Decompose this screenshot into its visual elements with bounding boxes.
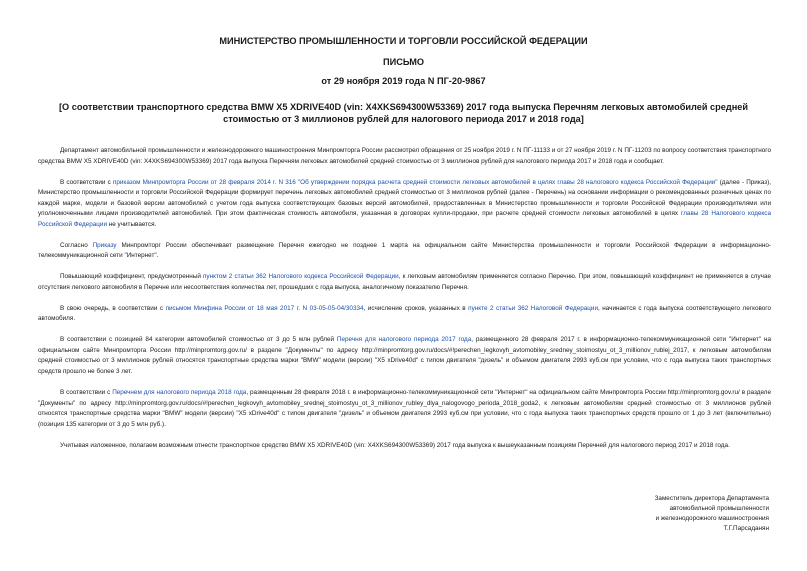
- paragraph-4: Повышающий коэффициент, предусмотренный пунктом 2 статьи 362 Налогового кодекса Российской Федерации, к легковым автомобилям применяется согласно Перечню. При этом, повышающий коэффициент не применяется в случае отсутствия легкового автомобиля в Перечне или несоответствия количества лет, прошедших с года выпуска, аналогичному показателю Перечня.: [38, 273, 771, 291]
- paragraph-2: В соответствии с приказом Минпромторга России от 28 февраля 2014 г. N 316 "Об утверждении порядка расчета средней стоимости легковых автомобилей в целях главы 28 налогового кодекса Российской Федерации" (далее - Приказ), Министерство промышленности и торговли Российской Федерации формирует перечень легковых автомобилей средней стоимостью от 3 миллионов рублей (далее - Перечень) на основании информации о рекомендованных розничных ценах по каждой марке, модели и базовой версии автомобилей с учетом года выпуска соответствующих базовых версий автомобилей, предоставленных в Министерство промышленности и торговли Российской Федерации производителями или уполномоченными лицами производителей автомобилей. При этом фактическая стоимость автомобиля, указанная в договорах купли-продажи, при расчете средней стоимости легковых автомобилей в целях главы 28 Налогового кодекса Российской Федерации не учитывается.: [38, 178, 771, 228]
- signature-title-2: автомобильной промышленности: [669, 505, 769, 513]
- signature-block: [599, 494, 769, 534]
- paragraph-6: В соответствии с позицией 84 категории автомобилей стоимостью от 3 до 5 млн рублей Перечня для налогового периода 2017 года, размещенного 28 февраля 2017 г. в информационно-телекоммуникационной сети "Интернет" на официальном сайте Минпромторга России http://minpromtorg.gov.ru/ в разделе "Документы" по адресу http://minpromtorg.gov.ru/docs/#!perechen_legkovyh_avtomobiley_sredney_stoimostyu_ot_3_millionov_rublej_2017, к легковым автомобилям средней стоимостью от 3 миллионов рублей относятся транспортные средства марки "BMW" модели (версии) "X5 xDrive40d" с типом двигателя "дизель" и объемом двигателя 2993 куб.см при условии, что с года выпуска таких транспортных средств прошло не более 3 лет.: [38, 336, 772, 375]
- paragraph-8: Учитывая изложенное, полагаем возможным отнести транспортное средство BMW X5 XDRIVE40D (vin: X4XKS694300W53369) 2017 года выпуска к вышеуказанным позициям Перечней для налогового период 2017 и 2018 года.: [60, 441, 730, 449]
- link-order-316[interactable]: приказом Минпромторга России от 28 февраля 2014 г. N 316 "Об утверждении порядка расчета средней стоимости легковых автомобилей в целях главы 28 налогового кодекса Российской Федерации": [112, 178, 718, 186]
- link-art362-p2[interactable]: пункте 2 статьи 362 Налоговой Федерации: [468, 304, 599, 312]
- signature-title-3: и железнодорожного машиностроения: [655, 515, 769, 523]
- document-type: ПИСЬМО: [382, 57, 425, 67]
- paragraph-3: Согласно Приказу Минпромторг России обеспечивает размещение Перечня ежегодно не позднее 1 марта на официальном сайте Министерства промышленности и торговли Российской Федерации в информационно-телекоммуникационной сети "Интернет".: [38, 241, 771, 260]
- paragraph-7: В соответствии с Перечнем для налогового периода 2018 года, размещенным 28 февраля 2018 г. в информационно-телекоммуникационной сети "Интернет" на официальном сайте Минпромторга России http://minpromtorg.gov.ru/ в разделе "Документы" по адресу http://minpromtorg.gov.ru/docs/#!perechen_legkovyh_avtomobiley_srednej_stoimostyu_ot_3_millionov_rubley_dlya_nalogovogo_perioda_2018_goda2, к легковым автомобилям средней стоимостью от 3 миллионов рублей относятся транспортные средства марки "BMW" модели (версии) "X5 xDrive40d" с типом двигателя "дизель" и объемом двигателя 2993 куб.см при условии, что с года выпуска таких транспортных средств прошло от 1 до 3 лет (включительно) (позиция 135 категории от 3 до 5 млн руб.).: [38, 389, 771, 428]
- link-list-2018[interactable]: Перечнем для налогового периода 2018 года: [112, 389, 247, 397]
- signature-title-1: Заместитель директора Департамента: [654, 495, 769, 502]
- link-order[interactable]: Приказу: [92, 241, 117, 249]
- signature-name: Т.Г.Парсаданян: [723, 525, 769, 533]
- paragraph-1: Департамент автомобильной промышленности и железнодорожного машиностроения Минпромторга России рассмотрел обращения от 25 ноября 2019 г. N ПГ-11133 и от 27 ноября 2019 г. N ПГ-11203 по вопросу соответствия транспортного средства BMW X5 XDRIVE40D (vin: X4XKS694300W53369) 2017 года выпуска Перечням легковых автомобилей средней стоимостью от 3 миллионов рублей для налогового периода 2017 и 2018 года и сообщает.: [38, 147, 771, 165]
- document-subject: [О соответствии транспортного средства BMW X5 XDRIVE40D (vin: X4XKS694300W53369) 2017 года выпуска Перечням легковых автомобилей средней стоимостью от 3 миллионов рублей для налогового периода 2017 и 2018 года]: [58, 102, 749, 124]
- document-date: от 29 ноября 2019 года N ПГ-20-9867: [321, 76, 486, 86]
- link-list-2017[interactable]: Перечня для налогового периода 2017 года: [336, 336, 472, 344]
- link-art362[interactable]: пунктом 2 статьи 362 Налогового кодекса Российской Федерации: [203, 273, 399, 281]
- document-body: [38, 146, 771, 462]
- ministry-heading: МИНИСТЕРСТВО ПРОМЫШЛЕННОСТИ И ТОРГОВЛИ РОССИЙСКОЙ ФЕДЕРАЦИИ: [219, 36, 588, 46]
- link-minfin-letter[interactable]: письмом Минфина России от 18 мая 2017 г. N 03-05-05-04/30334: [165, 304, 364, 312]
- link-tax-code-ch28[interactable]: главы 28 Налогового кодекса Российской Федерации: [38, 210, 771, 228]
- paragraph-5: В свою очередь, в соответствии с письмом Минфина России от 18 мая 2017 г. N 03-05-05-04/30334, исчисление сроков, указанных в пункте 2 статьи 362 Налоговой Федерации, начинается с года выпуска соответствующего легкового автомобиля.: [38, 304, 771, 323]
